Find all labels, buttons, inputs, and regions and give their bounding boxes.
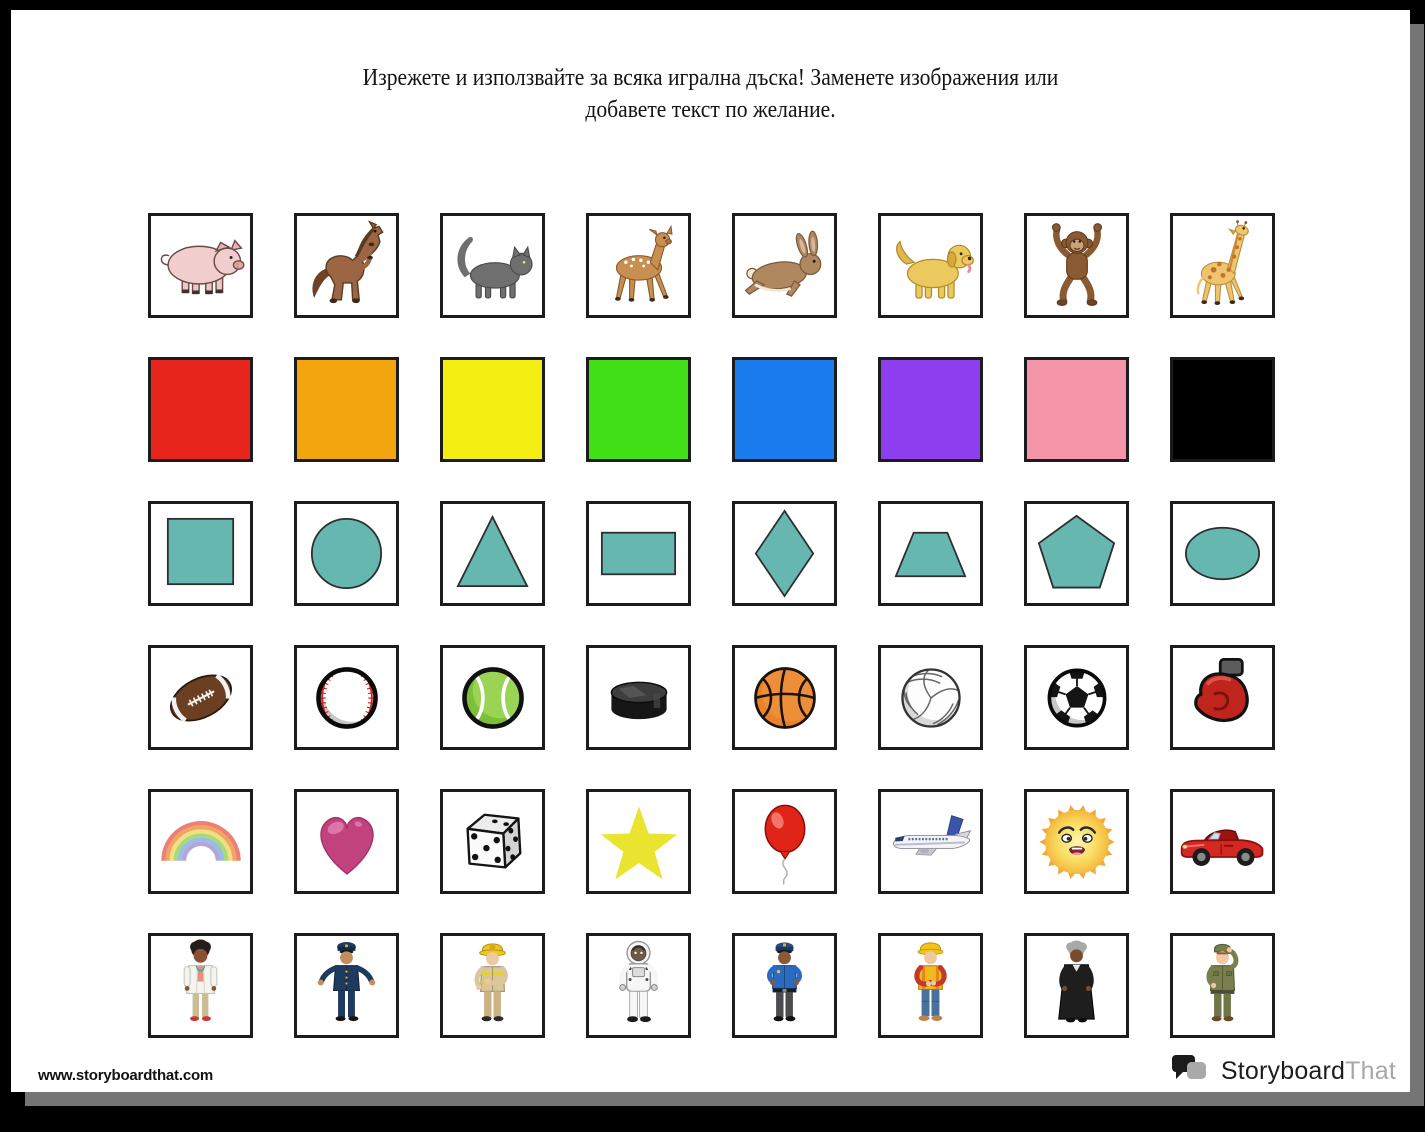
grid-cell-rectangle-shape[interactable] xyxy=(586,501,691,606)
grid-cell-cat[interactable] xyxy=(440,213,545,318)
soccer-ball-icon xyxy=(1031,652,1123,744)
grid-cell-sun[interactable] xyxy=(1024,789,1129,894)
grid-cell-construction-worker[interactable] xyxy=(878,933,983,1038)
construction-worker-icon xyxy=(881,936,980,1035)
monkey-icon xyxy=(1030,219,1124,313)
square-icon xyxy=(151,504,250,603)
grid-cell-square-shape[interactable] xyxy=(148,501,253,606)
horse-icon xyxy=(300,219,394,313)
grid-cell-black[interactable] xyxy=(1170,357,1275,462)
grid-cell-astronaut[interactable] xyxy=(586,933,691,1038)
hockey-puck-icon xyxy=(593,652,685,744)
grid-cell-police-officer[interactable] xyxy=(732,933,837,1038)
volleyball-icon xyxy=(885,652,977,744)
grid-cell-horse[interactable] xyxy=(294,213,399,318)
grid-cell-triangle-shape[interactable] xyxy=(440,501,545,606)
grid-cell-pilot[interactable] xyxy=(294,933,399,1038)
rabbit-icon xyxy=(738,219,832,313)
grid-cell-rainbow[interactable] xyxy=(148,789,253,894)
grid-cell-firefighter[interactable] xyxy=(440,933,545,1038)
football-icon xyxy=(155,652,247,744)
grid-cell-boxing-glove[interactable] xyxy=(1170,645,1275,750)
car-icon xyxy=(1176,795,1270,889)
pilot-icon xyxy=(297,936,396,1035)
grid-cell-circle-shape[interactable] xyxy=(294,501,399,606)
rainbow-icon xyxy=(154,795,248,889)
grid-cell-soccer-ball[interactable] xyxy=(1024,645,1129,750)
heart-icon xyxy=(300,795,394,889)
grid-cell-football[interactable] xyxy=(148,645,253,750)
yellow-color-swatch xyxy=(443,360,542,459)
grid-cell-car[interactable] xyxy=(1170,789,1275,894)
giraffe-icon xyxy=(1176,219,1270,313)
blue-color-swatch xyxy=(735,360,834,459)
grid-cell-hockey-puck[interactable] xyxy=(586,645,691,750)
doctor-icon xyxy=(151,936,250,1035)
pentagon-icon xyxy=(1027,504,1126,603)
grid-cell-tennis-ball[interactable] xyxy=(440,645,545,750)
firefighter-icon xyxy=(443,936,542,1035)
pink-color-swatch xyxy=(1027,360,1126,459)
grid-cell-soldier[interactable] xyxy=(1170,933,1275,1038)
grid-cell-blue[interactable] xyxy=(732,357,837,462)
grid-cell-green[interactable] xyxy=(586,357,691,462)
trapezoid-icon xyxy=(881,504,980,603)
boxing-glove-icon xyxy=(1177,652,1269,744)
brand-wordmark xyxy=(1221,1057,1396,1086)
grid-cell-pig[interactable] xyxy=(148,213,253,318)
grid-cell-dice[interactable] xyxy=(440,789,545,894)
grid-cell-baseball[interactable] xyxy=(294,645,399,750)
oval-icon xyxy=(1173,504,1272,603)
airplane-icon xyxy=(884,795,978,889)
grid-cell-heart[interactable] xyxy=(294,789,399,894)
grid-cell-doctor[interactable] xyxy=(148,933,253,1038)
cat-icon xyxy=(446,219,540,313)
police-officer-icon xyxy=(735,936,834,1035)
baseball-icon xyxy=(301,652,393,744)
grid-cell-balloon[interactable] xyxy=(732,789,837,894)
site-url: www.storyboardthat.com xyxy=(38,1067,214,1084)
triangle-icon xyxy=(443,504,542,603)
grid-cell-volleyball[interactable] xyxy=(878,645,983,750)
grid-cell-giraffe[interactable] xyxy=(1170,213,1275,318)
brand-that: That xyxy=(1345,1056,1396,1085)
grid-cell-trapezoid-shape[interactable] xyxy=(878,501,983,606)
astronaut-icon xyxy=(589,936,688,1035)
speech-bubbles-logo-icon xyxy=(1172,1055,1212,1087)
grid-cell-basketball[interactable] xyxy=(732,645,837,750)
instructions-line2: добавете текст по желание. xyxy=(585,97,836,123)
dog-icon xyxy=(884,219,978,313)
cut-out-grid xyxy=(148,213,1275,1038)
grid-cell-pentagon-shape[interactable] xyxy=(1024,501,1129,606)
red-color-swatch xyxy=(151,360,250,459)
orange-color-swatch xyxy=(297,360,396,459)
grid-cell-star[interactable] xyxy=(586,789,691,894)
grid-cell-diamond-shape[interactable] xyxy=(732,501,837,606)
instructions-line1: Изрежете и използвайте за всяка игрална дъска! Заменете изображения или xyxy=(362,65,1059,91)
deer-icon xyxy=(592,219,686,313)
circle-icon xyxy=(297,504,396,603)
worksheet-page xyxy=(11,10,1410,1092)
grid-cell-monkey[interactable] xyxy=(1024,213,1129,318)
pig-icon xyxy=(154,219,248,313)
grid-cell-airplane[interactable] xyxy=(878,789,983,894)
instructions xyxy=(81,62,1340,126)
star-icon xyxy=(591,794,687,890)
grid-cell-yellow[interactable] xyxy=(440,357,545,462)
sun-icon xyxy=(1030,795,1124,889)
grid-cell-dog[interactable] xyxy=(878,213,983,318)
judge-icon xyxy=(1027,936,1126,1035)
balloon-icon xyxy=(738,795,832,889)
grid-cell-pink[interactable] xyxy=(1024,357,1129,462)
grid-cell-red[interactable] xyxy=(148,357,253,462)
diamond-icon xyxy=(735,504,834,603)
grid-cell-deer[interactable] xyxy=(586,213,691,318)
brand-storyboard: Storyboard xyxy=(1220,1056,1346,1085)
black-color-swatch xyxy=(1173,360,1272,459)
grid-cell-purple[interactable] xyxy=(878,357,983,462)
storyboardthat-brand xyxy=(1172,1055,1396,1087)
purple-color-swatch xyxy=(881,360,980,459)
grid-cell-oval-shape[interactable] xyxy=(1170,501,1275,606)
grid-cell-orange[interactable] xyxy=(294,357,399,462)
green-color-swatch xyxy=(589,360,688,459)
rectangle-icon xyxy=(589,504,688,603)
basketball-icon xyxy=(739,652,831,744)
grid-cell-rabbit[interactable] xyxy=(732,213,837,318)
grid-cell-judge[interactable] xyxy=(1024,933,1129,1038)
dice-icon xyxy=(446,795,540,889)
tennis-ball-icon xyxy=(447,652,539,744)
soldier-icon xyxy=(1173,936,1272,1035)
